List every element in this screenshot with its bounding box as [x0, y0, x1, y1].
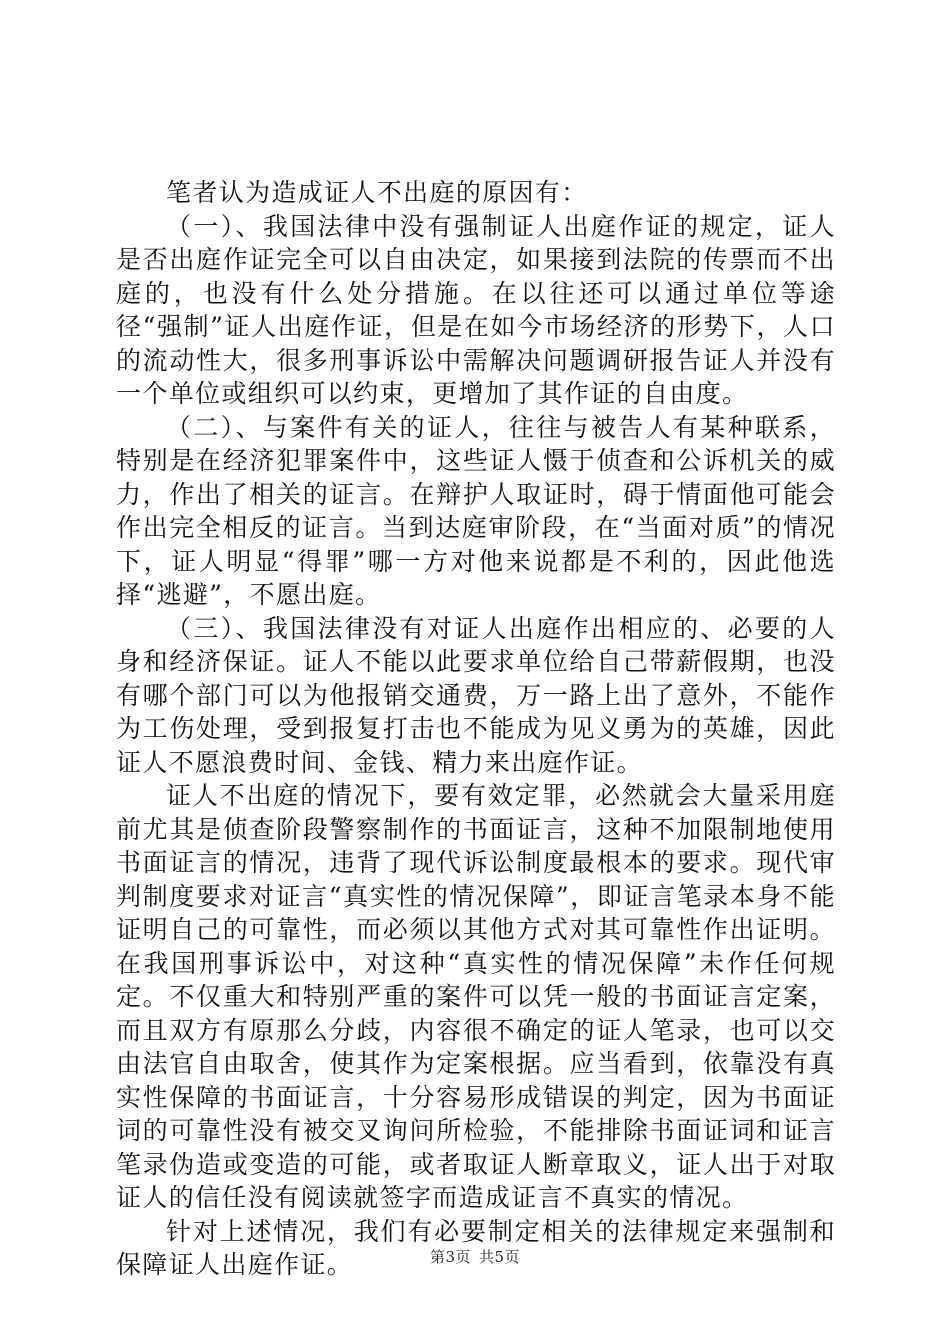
page-footer	[0, 1247, 950, 1267]
paragraph-conclusion: 针对上述情况，我们有必要制定相关的法律规定来强制和保障证人出庭作证。	[116, 1216, 836, 1279]
document-body	[116, 176, 836, 1282]
paragraph-reason-one: （一）、我国法律中没有强制证人出庭作证的规定，证人是否出庭作证完全可以自由决定，如果接到法院的传票而不出庭的，也没有什么处分措施。在以往还可以通过单位等途径“强制”证人出庭作证，但是在如今市场经济的形势下，人口的流动性大，很多刑事诉讼中需解决问题调研报告证人并没有一个单位或组织可以约束，更增加了其作证的自由度。	[116, 211, 836, 408]
page-total: 共5页	[479, 1248, 521, 1266]
paragraph-reason-two: （二）、与案件有关的证人，往往与被告人有某种联系，特别是在经济犯罪案件中，这些证人慑于侦查和公诉机关的威力，作出了相关的证言。在辩护人取证时，碍于情面他可能会作出完全相反的证言。当到达庭审阶段，在“当面对质”的情况下，证人明显“得罪”哪一方对他来说都是不利的，因此他选择“逃避”，不愿出庭。	[116, 412, 836, 609]
paragraph-intro: 笔者认为造成证人不出庭的原因有：	[166, 178, 588, 207]
paragraph-reason-three: （三）、我国法律没有对证人出庭作出相应的、必要的人身和经济保证。证人不能以此要求单位给自己带薪假期，也没有哪个部门可以为他报销交通费，万一路上出了意外，不能作为工伤处理，受到报复打击也不能成为见义勇为的英雄，因此证人不愿浪费时间、金钱、精力来出庭作证。	[116, 613, 836, 777]
paragraph-analysis: 证人不出庭的情况下，要有效定罪，必然就会大量采用庭前尤其是侦查阶段警察制作的书面证言，这种不加限制地使用书面证言的情况，违背了现代诉讼制度最根本的要求。现代审判制度要求对证言“真实性的情况保障”，即证言笔录本身不能证明自己的可靠性，而必须以其他方式对其可靠性作出证明。在我国刑事诉讼中，对这种“真实性的情况保障”未作任何规定。不仅重大和特别严重的案件可以凭一般的书面证言定案，而且双方有原那么分歧，内容很不确定的证人笔录，也可以交由法官自由取舍，使其作为定案根据。应当看到，依靠没有真实性保障的书面证言，十分容易形成错误的判定，因为书面证词的可靠性没有被交叉询问所检验，不能排除书面证词和证言笔录伪造或变造的可能，或者取证人断章取义，证人出于对取证人的信任没有阅读就签字而造成证言不真实的情况。	[116, 781, 836, 1212]
page-number: 第3页	[429, 1248, 471, 1266]
